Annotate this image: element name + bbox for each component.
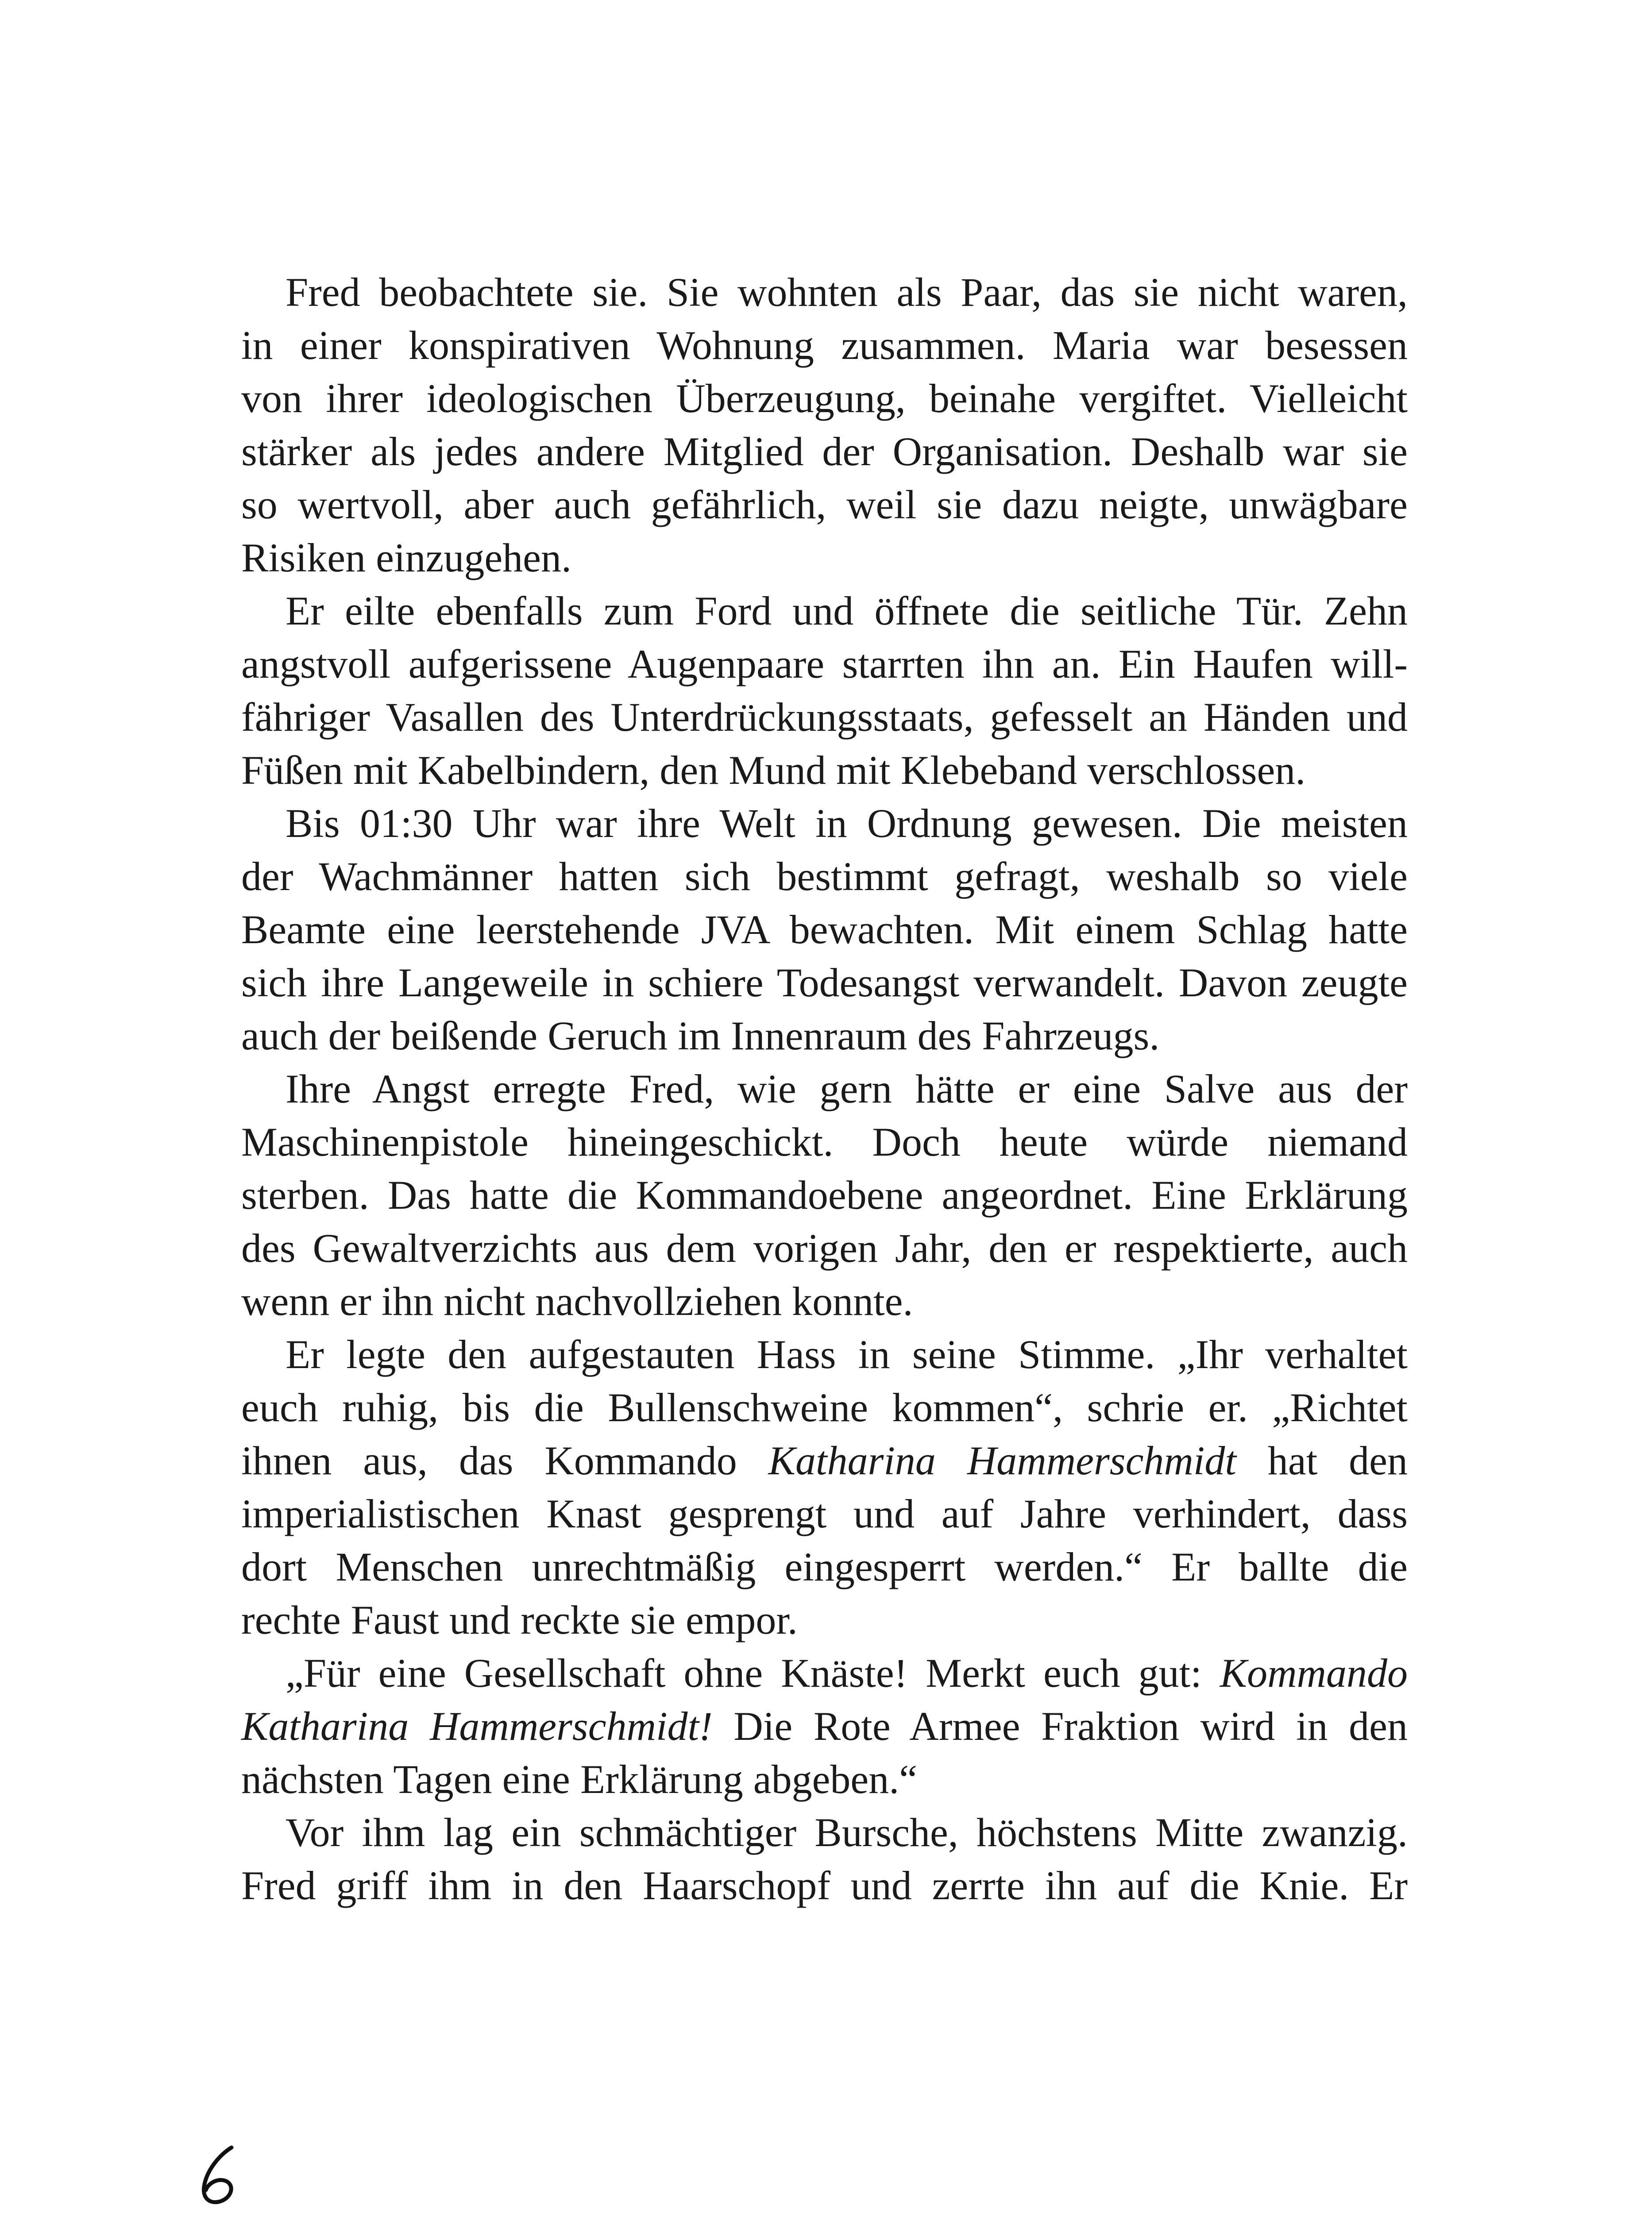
text-run: „Für eine Gesellschaft ohne Knäste! Merkt euch gut: xyxy=(286,1650,1220,1696)
paragraph xyxy=(241,584,1408,797)
text-line: Beamte eine leerstehende JVA bewachten. Mit einem Schlag hatte xyxy=(241,907,1408,952)
text-line: Vor ihm lag ein schmächtiger Bursche, höchstens Mitte zwanzig. xyxy=(286,1810,1408,1855)
text-run: Die Rote Armee Fraktion wird in den xyxy=(712,1704,1408,1749)
text-line: dort Menschen unrechtmäßig eingesperrt werden.“ Er ballte die xyxy=(241,1544,1408,1589)
text-line xyxy=(241,1434,1408,1487)
text-line: fähriger Vasallen des Unterdrückungsstaats, gefesselt an Händen und xyxy=(241,694,1408,740)
text-line: der Wachmänner hatten sich bestimmt gefragt, weshalb so viele xyxy=(241,854,1408,899)
text-line: so wertvoll, aber auch gefährlich, weil sie dazu neigte, unwägbare xyxy=(241,482,1408,527)
body-text xyxy=(241,266,1408,1912)
text-run: hat den xyxy=(1236,1438,1408,1483)
text-line: des Gewaltverzichts aus dem vorigen Jahr, den er respektierte, auch xyxy=(241,1226,1408,1271)
text-line: in einer konspirativen Wohnung zusammen. Maria war besessen xyxy=(241,323,1408,368)
text-line: nächsten Tagen eine Erklärung abgeben.“ xyxy=(241,1757,918,1802)
text-run: ihnen aus, das Kommando xyxy=(241,1438,768,1483)
italic-name: Kommando xyxy=(1220,1650,1408,1696)
paragraph xyxy=(241,1806,1408,1912)
page-number xyxy=(197,2142,250,2209)
text-line xyxy=(241,1646,1408,1700)
text-line: imperialistischen Knast gesprengt und auf Jahre verhindert, dass xyxy=(241,1491,1408,1536)
text-line: Er eilte ebenfalls zum Ford und öffnete die seitliche Tür. Zehn xyxy=(286,588,1408,633)
italic-name: Katharina Hammerschmidt xyxy=(768,1438,1236,1483)
paragraph xyxy=(241,1328,1408,1646)
text-line: euch ruhig, bis die Bullenschweine kommen“, schrie er. „Richtet xyxy=(241,1385,1408,1430)
text-line: rechte Faust und reckte sie empor. xyxy=(241,1597,798,1642)
text-line: von ihrer ideologischen Überzeugung, beinahe vergiftet. Vielleicht xyxy=(241,376,1408,421)
text-line: auch der beißende Geruch im Innenraum des Fahrzeugs. xyxy=(241,1013,1160,1058)
paragraph xyxy=(241,797,1408,1062)
text-line xyxy=(241,1700,1408,1753)
text-line: Fred griff ihm in den Haarschopf und zerrte ihn auf die Knie. Er xyxy=(241,1863,1408,1908)
text-line: Ihre Angst erregte Fred, wie gern hätte er eine Salve aus der xyxy=(286,1066,1408,1111)
text-line: stärker als jedes andere Mitglied der Organisation. Deshalb war sie xyxy=(241,429,1408,474)
text-line: Er legte den aufgestauten Hass in seine Stimme. „Ihr verhaltet xyxy=(286,1332,1408,1377)
text-line: Maschinenpistole hineingeschickt. Doch heute würde niemand xyxy=(241,1119,1408,1164)
paragraph xyxy=(241,266,1408,584)
text-line: sich ihre Langeweile in schiere Todesangst verwandelt. Davon zeugte xyxy=(241,960,1408,1005)
italic-name: Katharina Hammerschmidt! xyxy=(241,1704,713,1749)
paragraph xyxy=(241,1646,1408,1806)
text-line: Bis 01:30 Uhr war ihre Welt in Ordnung gewesen. Die meisten xyxy=(286,801,1408,846)
text-line: wenn er ihn nicht nachvollziehen konnte. xyxy=(241,1279,913,1324)
paragraph xyxy=(241,1062,1408,1328)
text-line: Risiken einzugehen. xyxy=(241,535,572,580)
text-line: Füßen mit Kabelbindern, den Mund mit Klebeband verschlossen. xyxy=(241,748,1306,793)
text-line: Fred beobachtete sie. Sie wohnten als Paar, das sie nicht waren, xyxy=(286,270,1408,315)
text-line: angstvoll aufgerissene Augenpaare starrten ihn an. Ein Haufen will- xyxy=(241,641,1408,686)
text-line: sterben. Das hatte die Kommandoebene angeordnet. Eine Erklärung xyxy=(241,1172,1408,1218)
